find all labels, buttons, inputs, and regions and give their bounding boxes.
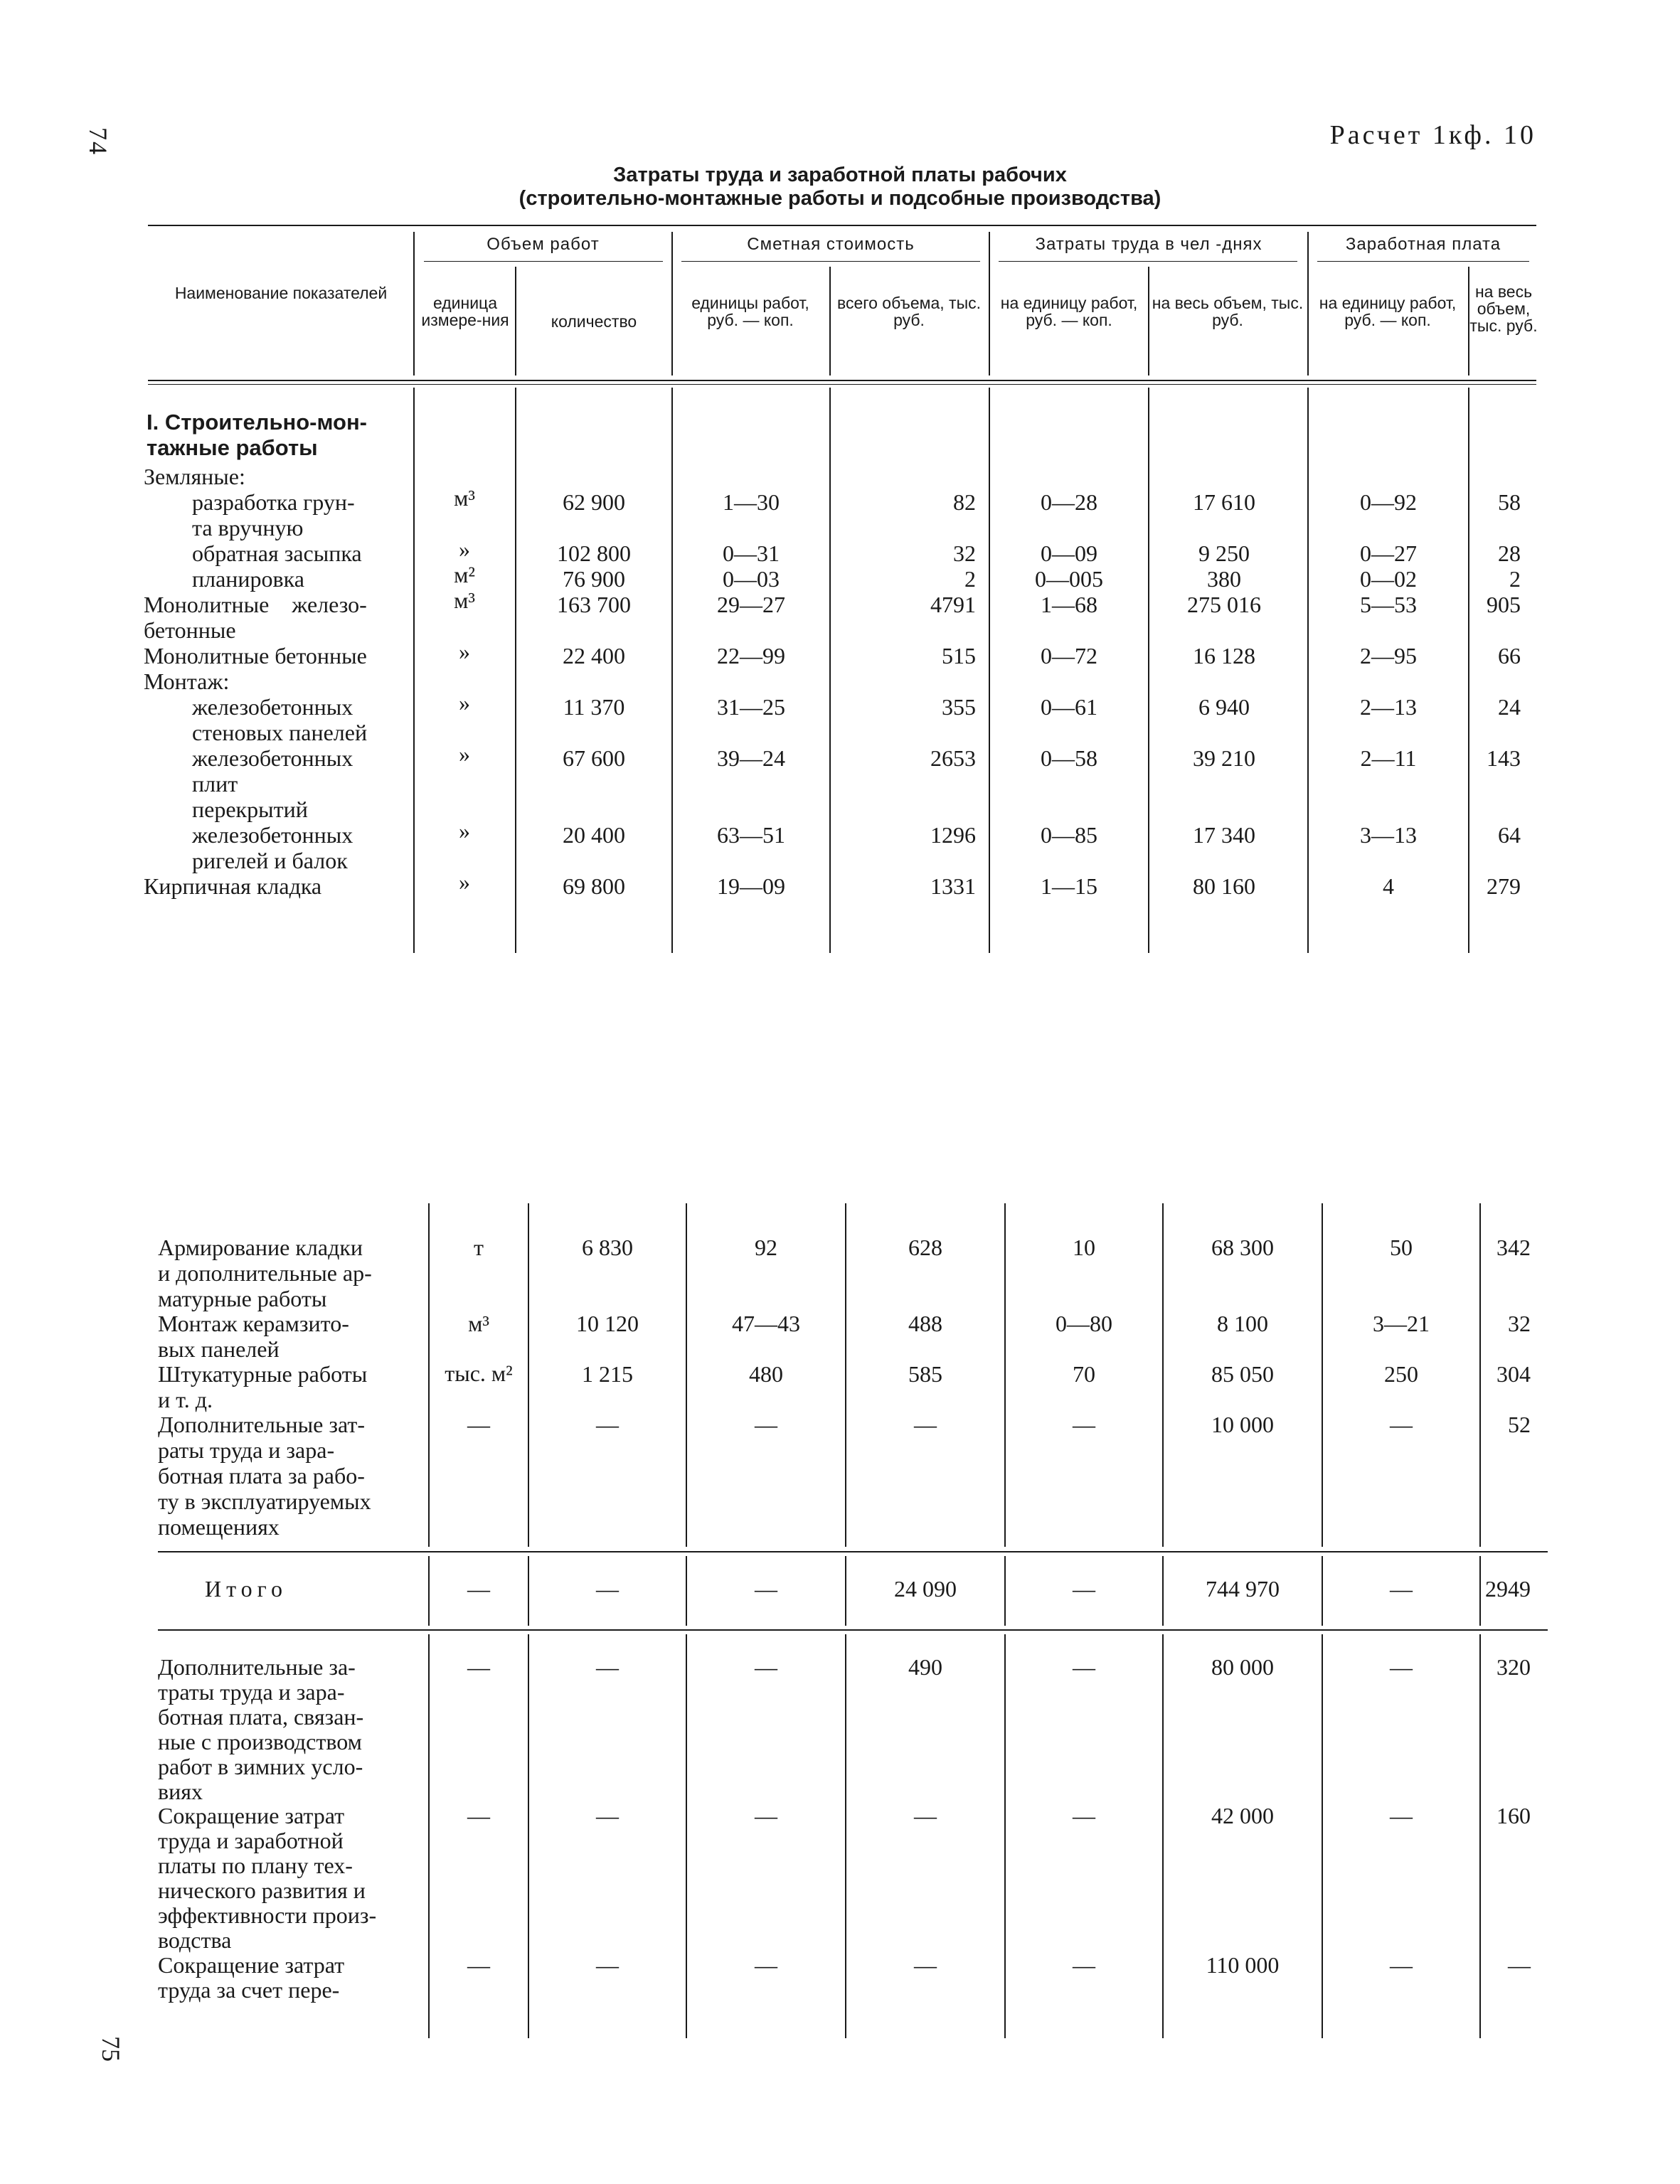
cell-wage-per-unit: 2—13 bbox=[1360, 694, 1417, 720]
row-name: Монтаж: bbox=[144, 668, 230, 694]
cell-cost-total: 2 bbox=[964, 566, 976, 592]
cell-labor-per-unit: — bbox=[1073, 1654, 1095, 1680]
cell-quantity: 62 900 bbox=[563, 489, 625, 515]
cell-labor-per-unit: 0—85 bbox=[1041, 822, 1097, 848]
cell-labor-per-unit: 0—005 bbox=[1035, 566, 1103, 592]
cell-cost-total: — bbox=[914, 1803, 937, 1828]
row-name: Армирование кладки bbox=[158, 1235, 363, 1260]
cell-wage-per-unit: 0—02 bbox=[1360, 566, 1417, 592]
header-quantity: количество bbox=[551, 312, 637, 331]
cell-unit: » bbox=[459, 869, 470, 895]
cell-quantity: 20 400 bbox=[563, 822, 625, 848]
cell-cost-per-unit: — bbox=[755, 1654, 777, 1680]
cell-wage-total: 32 bbox=[1508, 1311, 1531, 1336]
cell-wage-total: 279 bbox=[1487, 873, 1521, 899]
cell-labor-total: 9 250 bbox=[1198, 540, 1250, 566]
cell-wage-per-unit: 0—27 bbox=[1360, 540, 1417, 566]
row-name: нического развития и bbox=[158, 1877, 366, 1903]
cell-cost-per-unit: 0—03 bbox=[723, 566, 780, 592]
row-name: траты труда и зара- bbox=[158, 1679, 345, 1705]
row-name: Сокращение затрат bbox=[158, 1952, 345, 1978]
cell-labor-per-unit: 0—58 bbox=[1041, 745, 1097, 771]
cell-labor-total: 68 300 bbox=[1211, 1235, 1274, 1260]
row-name: платы по плану тех- bbox=[158, 1853, 353, 1878]
cell-cost-per-unit: 29—27 bbox=[717, 592, 785, 617]
cell-labor-total: 10 000 bbox=[1211, 1412, 1274, 1437]
row-name: железобетонных bbox=[192, 822, 353, 848]
cell-unit: — bbox=[467, 1803, 490, 1828]
cell-cost-per-unit: 480 bbox=[749, 1361, 783, 1387]
cell-labor-total: 42 000 bbox=[1211, 1803, 1274, 1828]
cell-wage-total: 58 bbox=[1498, 489, 1521, 515]
form-label: Расчет 1кф. 10 bbox=[1329, 120, 1536, 150]
cell-quantity: 1 215 bbox=[582, 1361, 633, 1387]
cell-cost-per-unit: 63—51 bbox=[717, 822, 785, 848]
row-name: Сокращение затрат bbox=[158, 1803, 345, 1828]
cell-wage-total: 143 bbox=[1487, 745, 1521, 771]
cell-labor-total: 6 940 bbox=[1198, 694, 1250, 720]
cell-unit: м³ bbox=[454, 587, 475, 613]
cell-wage-per-unit: 3—13 bbox=[1360, 822, 1417, 848]
cell-labor-per-unit: 0—28 bbox=[1041, 489, 1097, 515]
cell-unit: тыс. м² bbox=[445, 1360, 513, 1386]
cell-unit: м² bbox=[454, 562, 475, 587]
row-name: ботная плата, связан- bbox=[158, 1704, 364, 1730]
row-name: Монолитные железо- bbox=[144, 592, 367, 617]
cell-cost-total: 82 bbox=[953, 489, 976, 515]
cell-cost-per-unit: 22—99 bbox=[717, 643, 785, 668]
total-wage-total: 2949 bbox=[1485, 1576, 1531, 1602]
cell-wage-total: 64 bbox=[1498, 822, 1521, 848]
cell-cost-total: 2653 bbox=[930, 745, 976, 771]
cell-labor-total: 39 210 bbox=[1193, 745, 1255, 771]
cell-wage-total: 52 bbox=[1508, 1412, 1531, 1437]
cell-labor-total: 8 100 bbox=[1217, 1311, 1268, 1336]
cell-wage-total: 905 bbox=[1487, 592, 1521, 617]
cell-labor-per-unit: 1—15 bbox=[1041, 873, 1097, 899]
cell-quantity: 6 830 bbox=[582, 1235, 633, 1260]
cell-wage-total: 304 bbox=[1496, 1361, 1531, 1387]
row-name: и дополнительные ар- bbox=[158, 1260, 372, 1286]
cell-cost-per-unit: — bbox=[755, 1803, 777, 1828]
cell-quantity: 102 800 bbox=[557, 540, 631, 566]
row-name: стеновых панелей bbox=[192, 720, 368, 745]
cell-cost-per-unit: 39—24 bbox=[717, 745, 785, 771]
header-unit: единица измере-ния bbox=[421, 294, 509, 329]
header-group-estimated-cost: Сметная стоимость bbox=[747, 235, 915, 254]
page-number-bottom: 75 bbox=[97, 2036, 125, 2062]
cell-cost-per-unit: 19—09 bbox=[717, 873, 785, 899]
header-group-labor: Затраты труда в чел -днях bbox=[1035, 235, 1262, 254]
cell-cost-total: 628 bbox=[908, 1235, 942, 1260]
table-title: Затраты труда и заработной платы рабочих bbox=[613, 164, 1067, 186]
cell-quantity: 163 700 bbox=[557, 592, 631, 617]
total-unit: — bbox=[467, 1576, 490, 1602]
total-label: Итого bbox=[205, 1576, 287, 1602]
cell-unit: » bbox=[459, 818, 470, 843]
cell-labor-per-unit: 10 bbox=[1073, 1235, 1095, 1260]
cell-quantity: — bbox=[596, 1803, 619, 1828]
cell-cost-per-unit: 31—25 bbox=[717, 694, 785, 720]
cell-wage-total: 160 bbox=[1496, 1803, 1531, 1828]
cell-wage-per-unit: 50 bbox=[1390, 1235, 1413, 1260]
cell-labor-total: 275 016 bbox=[1187, 592, 1261, 617]
cell-cost-per-unit: — bbox=[755, 1412, 777, 1437]
row-name: помещениях bbox=[158, 1514, 280, 1540]
cell-wage-per-unit: 0—92 bbox=[1360, 489, 1417, 515]
cell-labor-per-unit: — bbox=[1073, 1412, 1095, 1437]
row-name: Штукатурные работы bbox=[158, 1361, 368, 1387]
row-name: раты труда и зара- bbox=[158, 1437, 335, 1463]
cell-cost-total: 355 bbox=[942, 694, 976, 720]
cell-wage-per-unit: — bbox=[1390, 1412, 1413, 1437]
cell-cost-total: — bbox=[914, 1952, 937, 1978]
cell-cost-per-unit: 1—30 bbox=[723, 489, 780, 515]
cell-cost-total: 585 bbox=[908, 1361, 942, 1387]
cell-unit: т bbox=[474, 1235, 484, 1260]
cell-quantity: — bbox=[596, 1654, 619, 1680]
header-wage-per-unit: на единицу работ, руб. — коп. bbox=[1319, 294, 1457, 329]
cell-unit: — bbox=[467, 1412, 490, 1437]
cell-wage-per-unit: 2—95 bbox=[1360, 643, 1417, 668]
cell-cost-per-unit: — bbox=[755, 1952, 777, 1978]
cell-wage-total: 2 bbox=[1509, 566, 1521, 592]
cell-wage-per-unit: 3—21 bbox=[1373, 1311, 1430, 1336]
cell-labor-per-unit: 0—80 bbox=[1056, 1311, 1112, 1336]
row-name: Земляные: bbox=[144, 464, 245, 489]
header-cost-total: всего объема, тыс. руб. bbox=[836, 294, 982, 329]
cell-quantity: — bbox=[596, 1412, 619, 1437]
cell-unit: » bbox=[459, 639, 470, 664]
cell-wage-per-unit: — bbox=[1390, 1952, 1413, 1978]
total-cost-per-unit: — bbox=[755, 1576, 777, 1602]
cell-labor-total: 110 000 bbox=[1206, 1952, 1280, 1978]
row-name: разработка грун- bbox=[192, 489, 355, 515]
row-name: труда и заработной bbox=[158, 1828, 344, 1853]
row-name: Кирпичная кладка bbox=[144, 873, 322, 899]
cell-cost-total: 32 bbox=[953, 540, 976, 566]
cell-cost-per-unit: 0—31 bbox=[723, 540, 780, 566]
cell-unit: м³ bbox=[454, 485, 475, 511]
row-name: эффективности произ- bbox=[158, 1902, 377, 1928]
cell-labor-per-unit: — bbox=[1073, 1952, 1095, 1978]
cell-labor-per-unit: 0—09 bbox=[1041, 540, 1097, 566]
cell-wage-per-unit: — bbox=[1390, 1803, 1413, 1828]
row-name: вых панелей bbox=[158, 1336, 280, 1362]
cell-cost-per-unit: 47—43 bbox=[732, 1311, 800, 1336]
cell-unit: » bbox=[459, 690, 470, 715]
cell-labor-per-unit: — bbox=[1073, 1803, 1095, 1828]
cell-wage-per-unit: 5—53 bbox=[1360, 592, 1417, 617]
row-name: Монтаж керамзито- bbox=[158, 1311, 349, 1336]
row-name: та вручную bbox=[192, 515, 304, 540]
header-group-volume: Объем работ bbox=[487, 235, 600, 254]
cell-quantity: 22 400 bbox=[563, 643, 625, 668]
cell-labor-total: 85 050 bbox=[1211, 1361, 1274, 1387]
cell-cost-total: 1331 bbox=[930, 873, 976, 899]
row-name: железобетонных bbox=[192, 694, 353, 720]
cell-labor-total: 17 610 bbox=[1193, 489, 1255, 515]
row-name: Дополнительные зат- bbox=[158, 1412, 365, 1437]
cell-labor-total: 17 340 bbox=[1193, 822, 1255, 848]
cell-quantity: 10 120 bbox=[576, 1311, 639, 1336]
cell-quantity: — bbox=[596, 1952, 619, 1978]
row-name: ботная плата за рабо- bbox=[158, 1463, 365, 1488]
total-quantity: — bbox=[596, 1576, 619, 1602]
row-name: Дополнительные за- bbox=[158, 1654, 356, 1680]
cell-cost-per-unit: 92 bbox=[755, 1235, 777, 1260]
row-name: бетонные bbox=[144, 617, 236, 643]
row-name: обратная засыпка bbox=[192, 540, 362, 566]
cell-wage-per-unit: 250 bbox=[1384, 1361, 1418, 1387]
page-number-top: 74 bbox=[84, 127, 112, 156]
cell-wage-total: 24 bbox=[1498, 694, 1521, 720]
row-name: планировка bbox=[192, 566, 304, 592]
header-cost-per-unit: единицы работ, руб. — коп. bbox=[691, 294, 809, 329]
row-name: работ в зимних усло- bbox=[158, 1754, 363, 1779]
cell-wage-total: — bbox=[1508, 1952, 1531, 1978]
row-name: ные с производством bbox=[158, 1729, 362, 1754]
cell-quantity: 11 370 bbox=[563, 694, 625, 720]
header-name-col: Наименование показателей bbox=[174, 284, 388, 302]
row-name: плит bbox=[192, 771, 238, 797]
cell-wage-total: 320 bbox=[1496, 1654, 1531, 1680]
cell-quantity: 76 900 bbox=[563, 566, 625, 592]
cell-unit: — bbox=[467, 1654, 490, 1680]
header-labor-per-unit: на единицу работ, руб. — коп. bbox=[1000, 294, 1138, 329]
section1-title: I. Строительно-мон- bbox=[147, 410, 367, 435]
cell-cost-total: 1296 bbox=[930, 822, 976, 848]
header-labor-total: на весь объем, тыс. руб. bbox=[1152, 294, 1304, 329]
cell-labor-total: 80 160 bbox=[1193, 873, 1255, 899]
total-labor-per-unit: — bbox=[1073, 1576, 1095, 1602]
cell-unit: — bbox=[467, 1952, 490, 1978]
cell-cost-total: 515 bbox=[942, 643, 976, 668]
cell-labor-total: 380 bbox=[1207, 566, 1241, 592]
row-name: и т. д. bbox=[158, 1387, 213, 1412]
cell-wage-per-unit: 2—11 bbox=[1360, 745, 1417, 771]
row-name: водства bbox=[158, 1927, 232, 1953]
total-cost-total: 24 090 bbox=[894, 1576, 957, 1602]
cell-wage-per-unit: — bbox=[1390, 1654, 1413, 1680]
cell-labor-per-unit: 70 bbox=[1073, 1361, 1095, 1387]
header-wage-total: на весь объем, тыс. руб. bbox=[1469, 282, 1538, 335]
cell-wage-total: 342 bbox=[1496, 1235, 1531, 1260]
cell-labor-per-unit: 0—61 bbox=[1041, 694, 1097, 720]
cell-labor-per-unit: 1—68 bbox=[1041, 592, 1097, 617]
section1-title-cont: тажные работы bbox=[147, 435, 318, 460]
row-name: ту в эксплуатируемых bbox=[158, 1488, 371, 1514]
cell-labor-total: 16 128 bbox=[1193, 643, 1255, 668]
cell-wage-total: 66 bbox=[1498, 643, 1521, 668]
cell-labor-total: 80 000 bbox=[1211, 1654, 1274, 1680]
row-name: Монолитные бетонные bbox=[144, 643, 367, 668]
table-subtitle: (строительно-монтажные работы и подсобные производства) bbox=[519, 187, 1161, 210]
cell-cost-total: 490 bbox=[908, 1654, 942, 1680]
row-name: ригелей и балок bbox=[192, 848, 348, 873]
row-name: труда за счет пере- bbox=[158, 1977, 340, 2003]
cell-labor-per-unit: 0—72 bbox=[1041, 643, 1097, 668]
row-name: матурные работы bbox=[158, 1286, 327, 1311]
cell-unit: » bbox=[459, 536, 470, 562]
cell-quantity: 69 800 bbox=[563, 873, 625, 899]
cell-wage-per-unit: 4 bbox=[1383, 873, 1394, 899]
cell-cost-total: 488 bbox=[908, 1311, 942, 1336]
row-name: перекрытий bbox=[192, 797, 308, 822]
total-wage-per-unit: — bbox=[1390, 1576, 1413, 1602]
row-name: железобетонных bbox=[192, 745, 353, 771]
row-name: виях bbox=[158, 1779, 203, 1804]
cell-wage-total: 28 bbox=[1498, 540, 1521, 566]
cell-unit: » bbox=[459, 741, 470, 767]
cell-cost-total: 4791 bbox=[930, 592, 976, 617]
cell-quantity: 67 600 bbox=[563, 745, 625, 771]
cell-cost-total: — bbox=[914, 1412, 937, 1437]
header-group-wages: Заработная плата bbox=[1345, 235, 1501, 254]
total-labor-total: 744 970 bbox=[1206, 1576, 1280, 1602]
cell-unit: м³ bbox=[468, 1311, 489, 1336]
